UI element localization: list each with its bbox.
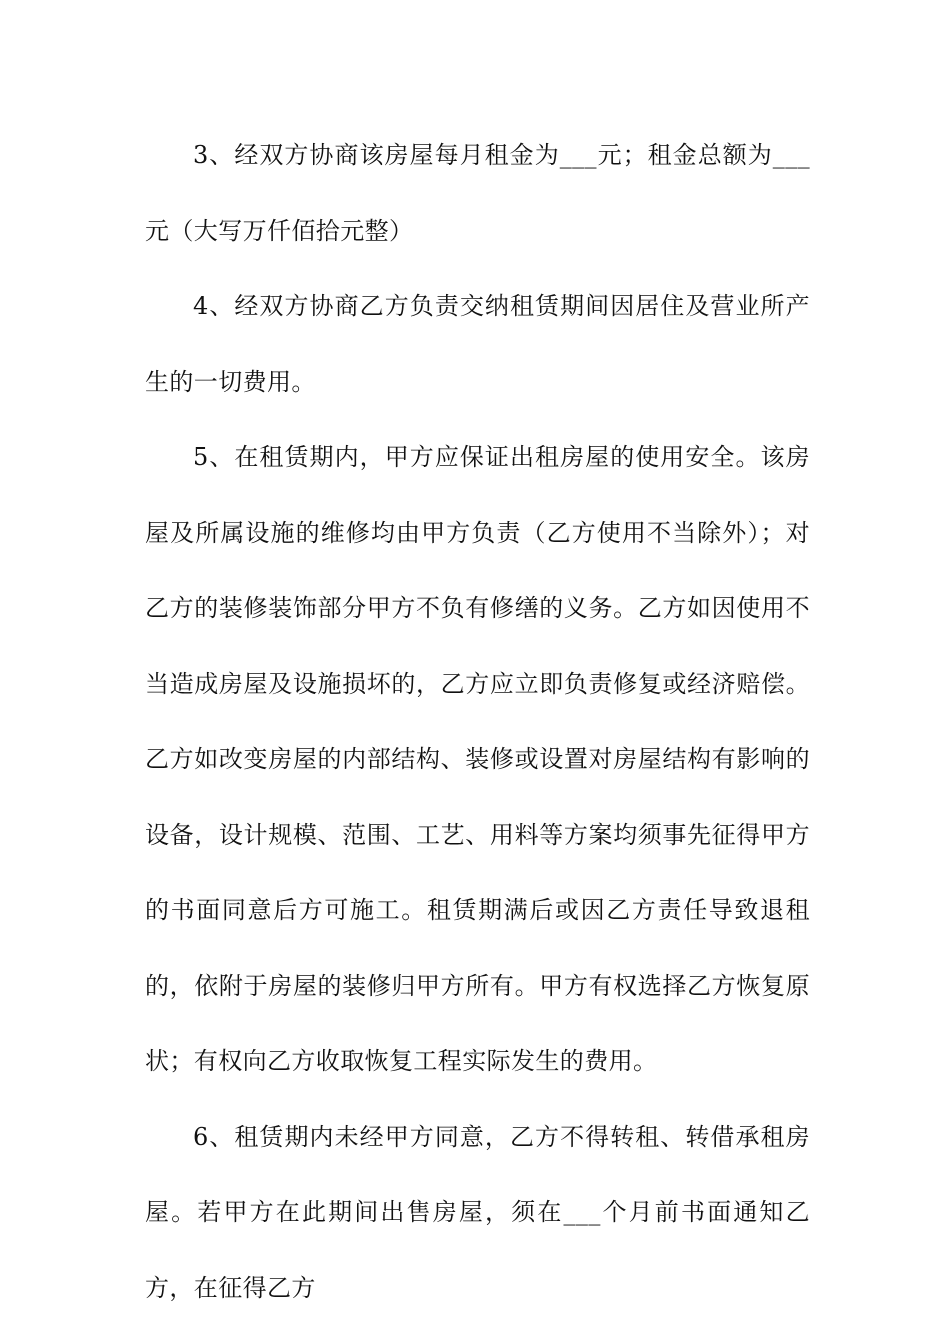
contract-text-body [145, 118, 810, 1326]
clause-5-paragraph: 5、在租赁期内，甲方应保证出租房屋的使用安全。该房屋及所属设施的维修均由甲方负责（乙方使用不当除外）；对乙方的装修装饰部分甲方不负有修缮的义务。乙方如因使用不当造成房屋及设施损坏的，乙方应立即负责修复或经济赔偿。乙方如改变房屋的内部结构、装修或设置对房屋结构有影响的设备，设计规模、范围、工艺、用料等方案均须事先征得甲方的书面同意后方可施工。租赁期满后或因乙方责任导致退租的，依附于房屋的装修归甲方所有。甲方有权选择乙方恢复原状；有权向乙方收取恢复工程实际发生的费用。 [145, 443, 810, 1075]
clause-6-paragraph: 6、租赁期内未经甲方同意，乙方不得转租、转借承租房屋。若甲方在此期间出售房屋，须在___个月前书面通知乙方，在征得乙方 [145, 1122, 810, 1302]
clause-4-paragraph: 4、经双方协商乙方负责交纳租赁期间因居住及营业所产生的一切费用。 [145, 292, 810, 396]
clause-3-paragraph: 3、经双方协商该房屋每月租金为___元；租金总额为___元（大写万仟佰拾元整） [145, 141, 810, 245]
